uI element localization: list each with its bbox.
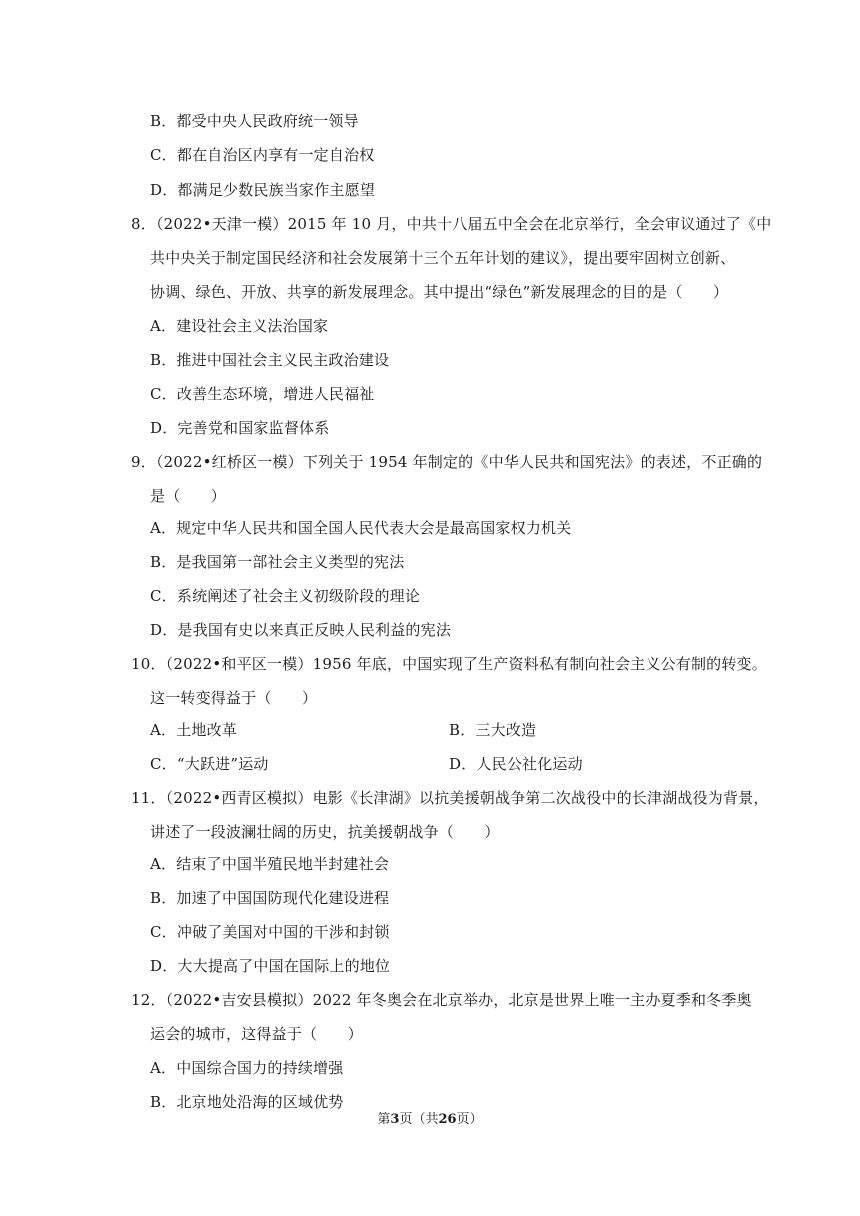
footer-total-pages: 26: [438, 1112, 457, 1127]
q10-option-b: B．三大改造: [449, 721, 537, 739]
q12-stem-line-1: 12．（2022•吉安县模拟）2022 年冬奥会在北京举办，北京是世界上唯一主办夏季和冬季奥: [131, 991, 752, 1009]
q11-option-a: A．结束了中国半殖民地半封建社会: [150, 855, 390, 873]
q8-option-b: B．推进中国社会主义民主政治建设: [150, 351, 390, 369]
q9-option-d: D．是我国有史以来真正反映人民利益的宪法: [150, 621, 452, 639]
q10-option-d: D．人民公社化运动: [449, 755, 583, 773]
q8-option-c: C．改善生态环境，增进人民福祉: [150, 385, 375, 403]
q12-option-a: A．中国综合国力的持续增强: [150, 1059, 344, 1077]
q11-option-c: C．冲破了美国对中国的干涉和封锁: [150, 923, 390, 941]
q9-stem-line-1: 9．（2022•红桥区一模）下列关于 1954 年制定的《中华人民共和国宪法》的表述，不正确的: [131, 453, 763, 471]
q8-option-d: D．完善党和国家监督体系: [150, 419, 330, 437]
footer-suffix: 页）: [456, 1112, 483, 1127]
q7-option-c: C．都在自治区内享有一定自治权: [150, 146, 375, 164]
q7-option-d: D．都满足少数民族当家作主愿望: [150, 181, 376, 199]
q7-option-b: B．都受中央人民政府统一领导: [150, 112, 359, 130]
q11-option-d: D．大大提高了中国在国际上的地位: [150, 957, 391, 975]
q8-stem-line-1: 8．（2022•天津一模）2015 年 10 月，中共十八届五中全会在北京举行，全会审议通过了《中: [131, 215, 772, 233]
q11-stem-line-2: 讲述了一段波澜壮阔的历史，抗美援朝战争（ ）: [150, 823, 500, 841]
footer-mid: 页（共: [399, 1112, 439, 1127]
q9-stem-line-2: 是（ ）: [150, 487, 227, 505]
q11-option-b: B．加速了中国国防现代化建设进程: [150, 889, 390, 907]
q12-stem-line-2: 运会的城市，这得益于（ ）: [150, 1025, 363, 1043]
q8-stem-line-2: 共中央关于制定国民经济和社会发展第十三个五年计划的建议》，提出要牢固树立创新、: [150, 249, 736, 267]
q10-stem-line-1: 10．（2022•和平区一模）1956 年底，中国实现了生产资料私有制向社会主义公有制的转变。: [131, 655, 767, 673]
q8-stem-line-3: 协调、绿色、开放、共享的新发展理念。其中提出“绿色”新发展理念的目的是（ ）: [150, 283, 729, 301]
footer-page-number: 3: [390, 1112, 400, 1127]
q10-option-a: A．土地改革: [150, 721, 238, 739]
q10-option-c: C．“大跃进”运动: [150, 755, 269, 773]
q10-stem-line-2: 这一转变得益于（ ）: [150, 689, 318, 707]
q9-option-b: B．是我国第一部社会主义类型的宪法: [150, 553, 405, 571]
q8-option-a: A．建设社会主义法治国家: [150, 317, 329, 335]
page-footer: [0, 1111, 860, 1129]
q9-option-c: C．系统阐述了社会主义初级阶段的理论: [150, 587, 421, 605]
q9-option-a: A．规定中华人民共和国全国人民代表大会是最高国家权力机关: [150, 519, 572, 537]
q12-option-b: B．北京地处沿海的区域优势: [150, 1093, 344, 1111]
q11-stem-line-1: 11．（2022•西青区模拟）电影《长津湖》以抗美援朝战争第二次战役中的长津湖战役为背景，: [131, 789, 769, 807]
footer-prefix: 第: [377, 1112, 391, 1127]
